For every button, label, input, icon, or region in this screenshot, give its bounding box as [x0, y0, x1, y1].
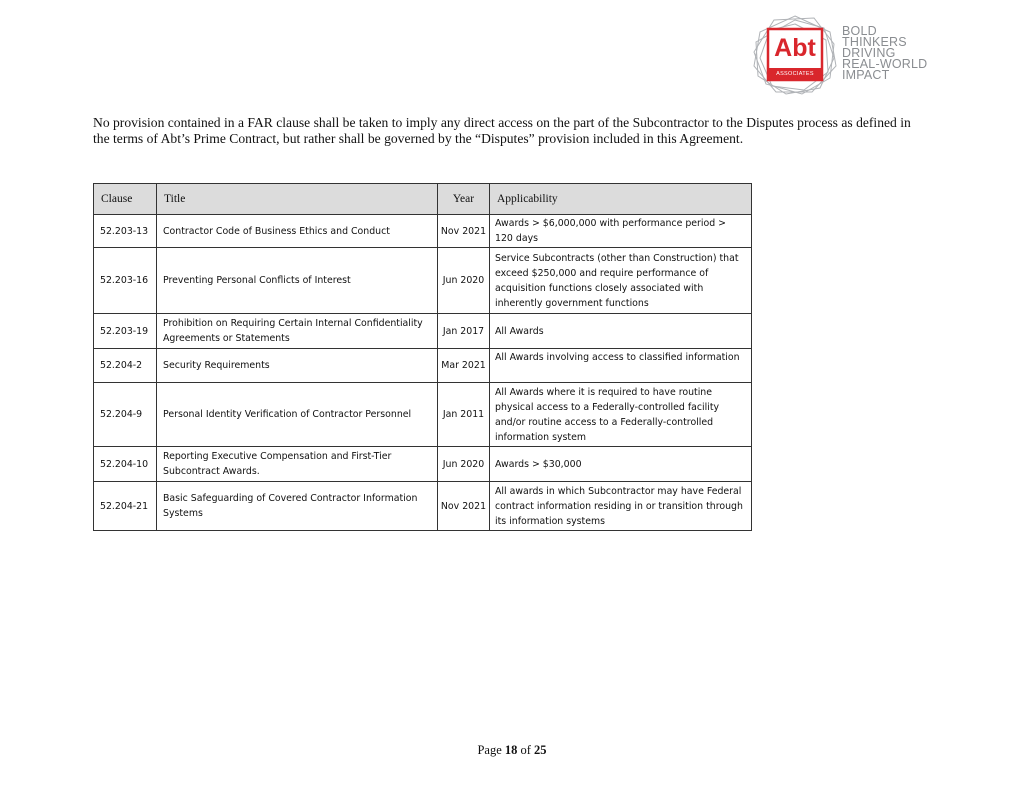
cell-title: Security Requirements	[157, 349, 438, 383]
cell-year: Mar 2021	[438, 349, 490, 383]
cell-title: Reporting Executive Compensation and First-Tier Subcontract Awards.	[157, 447, 438, 482]
table-row	[94, 383, 752, 447]
cell-year: Nov 2021	[438, 215, 490, 248]
abt-logo-wordmark: Abt	[774, 34, 816, 62]
cell-title: Personal Identity Verification of Contractor Personnel	[157, 383, 438, 447]
cell-applicability: All Awards	[490, 314, 752, 349]
table-row	[94, 314, 752, 349]
cell-clause: 52.203-19	[94, 314, 157, 349]
cell-applicability: All Awards where it is required to have routine physical access to a Federally-controlled facility and/or routine access to a Federally-controlled information system	[490, 383, 752, 447]
table-row	[94, 482, 752, 531]
table-row	[94, 248, 752, 314]
table-row	[94, 215, 752, 248]
cell-clause: 52.204-10	[94, 447, 157, 482]
tagline-line: IMPACT	[842, 68, 890, 82]
tagline	[842, 26, 927, 81]
cell-applicability: Awards > $6,000,000 with performance period > 120 days	[490, 215, 752, 248]
tagline-line: THINKERS	[842, 35, 907, 49]
far-clause-table	[93, 183, 752, 531]
cell-applicability: Service Subcontracts (other than Construction) that exceed $250,000 and require performance of acquisition functions closely associated with inherently government functions	[490, 248, 752, 314]
page-number: 18	[504, 743, 518, 757]
cell-year: Jun 2020	[438, 248, 490, 314]
abt-logo	[752, 14, 942, 94]
cell-title: Prohibition on Requiring Certain Internal Confidentiality Agreements or Statements	[157, 314, 438, 349]
cell-year: Jun 2020	[438, 447, 490, 482]
page-of-label: of	[520, 743, 531, 757]
cell-year: Jan 2017	[438, 314, 490, 349]
tagline-line: BOLD	[842, 24, 877, 38]
header-year: Year	[438, 184, 490, 215]
header-applicability: Applicability	[490, 184, 752, 215]
cell-clause: 52.203-16	[94, 248, 157, 314]
cell-clause: 52.204-21	[94, 482, 157, 531]
page-label: Page	[477, 743, 502, 757]
header-title: Title	[157, 184, 438, 215]
cell-clause: 52.204-9	[94, 383, 157, 447]
tagline-line: DRIVING	[842, 46, 896, 60]
table-row	[94, 447, 752, 482]
intro-paragraph: No provision contained in a FAR clause shall be taken to imply any direct access on the part of the Subcontractor to the Disputes process as defined in the terms of Abt’s Prime Contract, but rather shall be governed by the “Disputes” provision included in this Agreement.	[93, 115, 911, 146]
cell-applicability: All Awards involving access to classified information	[490, 349, 752, 383]
cell-year: Nov 2021	[438, 482, 490, 531]
cell-applicability: Awards > $30,000	[490, 447, 752, 482]
cell-applicability: All awards in which Subcontractor may have Federal contract information residing in or transition through its information systems	[490, 482, 752, 531]
page-number-footer	[0, 743, 1024, 758]
cell-title: Basic Safeguarding of Covered Contractor Information Systems	[157, 482, 438, 531]
page-total: 25	[534, 743, 547, 757]
cell-title: Contractor Code of Business Ethics and Conduct	[157, 215, 438, 248]
cell-title: Preventing Personal Conflicts of Interest	[157, 248, 438, 314]
cell-clause: 52.204-2	[94, 349, 157, 383]
table-header-row	[94, 184, 752, 215]
abt-logo-subtext: ASSOCIATES	[776, 71, 814, 77]
header-clause: Clause	[94, 184, 157, 215]
table-row	[94, 349, 752, 383]
cell-year: Jan 2011	[438, 383, 490, 447]
cell-clause: 52.203-13	[94, 215, 157, 248]
tagline-line: REAL-WORLD	[842, 57, 928, 71]
